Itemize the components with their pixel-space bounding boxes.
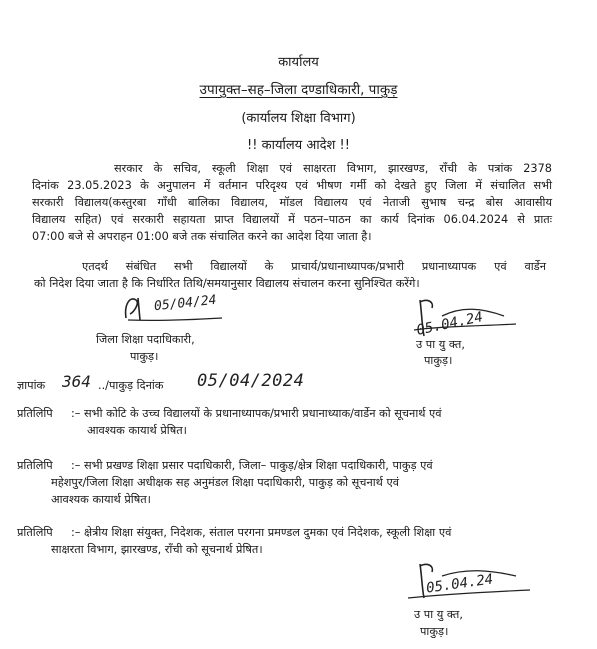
paragraph-line: 07:00 बजे से अपराहन 01:00 बजे तक संचालित करने का आदेश दिया जाता है। bbox=[32, 230, 372, 243]
copy-line: महेशपुर/जिला शिक्षा अधीक्षक सह अनुमंडल शिक्षा पदाधिकारी, पाकुड़ को सूचनार्थ एवं bbox=[51, 476, 399, 489]
copy-line: आवश्यक कायार्थ प्रेषित। bbox=[87, 424, 187, 437]
deo-place: पाकुड़। bbox=[130, 350, 159, 363]
order-paragraph-2 bbox=[34, 258, 546, 292]
deo-signature bbox=[118, 290, 228, 330]
office-heading: कार्यालय bbox=[278, 55, 319, 70]
paragraph-line: विद्यालय सहित) एवं सरकारी सहायता प्राप्त विद्यालयों में पठन–पाठन का कार्य दिनांक 06.04.2024 से प्रातः bbox=[32, 213, 552, 226]
order-heading: !! कार्यालय आदेश !! bbox=[247, 138, 350, 153]
dc-place: पाकुड़। bbox=[424, 354, 453, 367]
paragraph-line: एतदर्थ संबंधित सभी विद्यालयों के प्राचार्य/प्रधानाध्यापक/प्रभारी प्रधानाध्यापक एवं वार्डेन bbox=[82, 260, 546, 273]
copy-line: :– क्षेत्रीय शिक्षा संयुक्त, निदेशक, संताल परगना प्रमण्डल दुमका एवं निदेशक, स्कूली शिक्षा एवं bbox=[71, 526, 452, 539]
paragraph-line: को निदेश दिया जाता है कि निर्धारित तिथि/समयानुसार विद्यालय संचालन करना सुनिश्चित करेंगे। bbox=[34, 277, 420, 290]
department-heading: (कार्यालय शिक्षा विभाग) bbox=[241, 111, 356, 126]
bottom-dc-title: उ पा यु क्त, bbox=[414, 608, 463, 621]
dc-signature-date: 05.04.24 bbox=[415, 309, 485, 339]
memo-date: 05/04/2024 bbox=[197, 371, 305, 391]
designation-heading: उपायुक्त–सह–जिला दण्डाधिकारी, पाकुड़ bbox=[199, 82, 398, 98]
order-paragraph-1 bbox=[32, 160, 552, 245]
memo-label: ज्ञापांक bbox=[17, 379, 46, 392]
copy-block-1 bbox=[17, 405, 557, 445]
memo-number: 364 bbox=[62, 372, 91, 391]
bottom-dc-signature-date: 05.04.24 bbox=[425, 571, 495, 597]
copy-block-2 bbox=[17, 457, 557, 513]
paragraph-line: सरकार के सचिव, स्कूली शिक्षा एवं साक्षरता विभाग, झारखण्ड, राँची के पत्रांक 2378 bbox=[114, 162, 552, 175]
copy-block-3 bbox=[17, 524, 557, 564]
copy-label: प्रतिलिपि bbox=[17, 407, 53, 420]
paragraph-line: सरकारी विद्यालय(कस्तुरबा गाँधी बालिका विद्यालय, मॉडल विद्यालय एवं नेताजी सुभाष चन्द्र बोस आवासीय bbox=[32, 196, 552, 209]
memo-middle: ../पाकुड़ दिनांक bbox=[98, 379, 164, 392]
copy-label: प्रतिलिपि bbox=[17, 526, 53, 539]
paragraph-line: दिनांक 23.05.2023 के अनुपालन में वर्तमान परिदृश्य एवं भीषण गर्मी को देखते हुए जिला में संचालित सभी bbox=[32, 179, 552, 192]
deo-signature-date: 05/04/24 bbox=[153, 292, 218, 315]
copy-label: प्रतिलिपि bbox=[17, 459, 53, 472]
deo-title: जिला शिक्षा पदाधिकारी, bbox=[96, 333, 195, 346]
copy-line: आवश्यक कायार्थ प्रेषित। bbox=[51, 493, 151, 506]
copy-line: :– सभी कोटि के उच्च विद्यालयों के प्रधानाध्यापक/प्रभारी प्रधानाध्याक/वार्डेन को सूचनार्थ एवं bbox=[71, 407, 442, 420]
copy-line: :– सभी प्रखण्ड शिक्षा प्रसार पदाधिकारी, जिला– पाकुड़/क्षेत्र शिक्षा पदाधिकारी, पाकुड़ एवं bbox=[71, 459, 433, 472]
bottom-dc-place: पाकुड़। bbox=[420, 625, 449, 638]
dc-title: उ पा यु क्त, bbox=[416, 338, 465, 351]
copy-line: साक्षरता विभाग, झारखण्ड, राँची को सूचनार्थ प्रेषित। bbox=[51, 543, 263, 556]
